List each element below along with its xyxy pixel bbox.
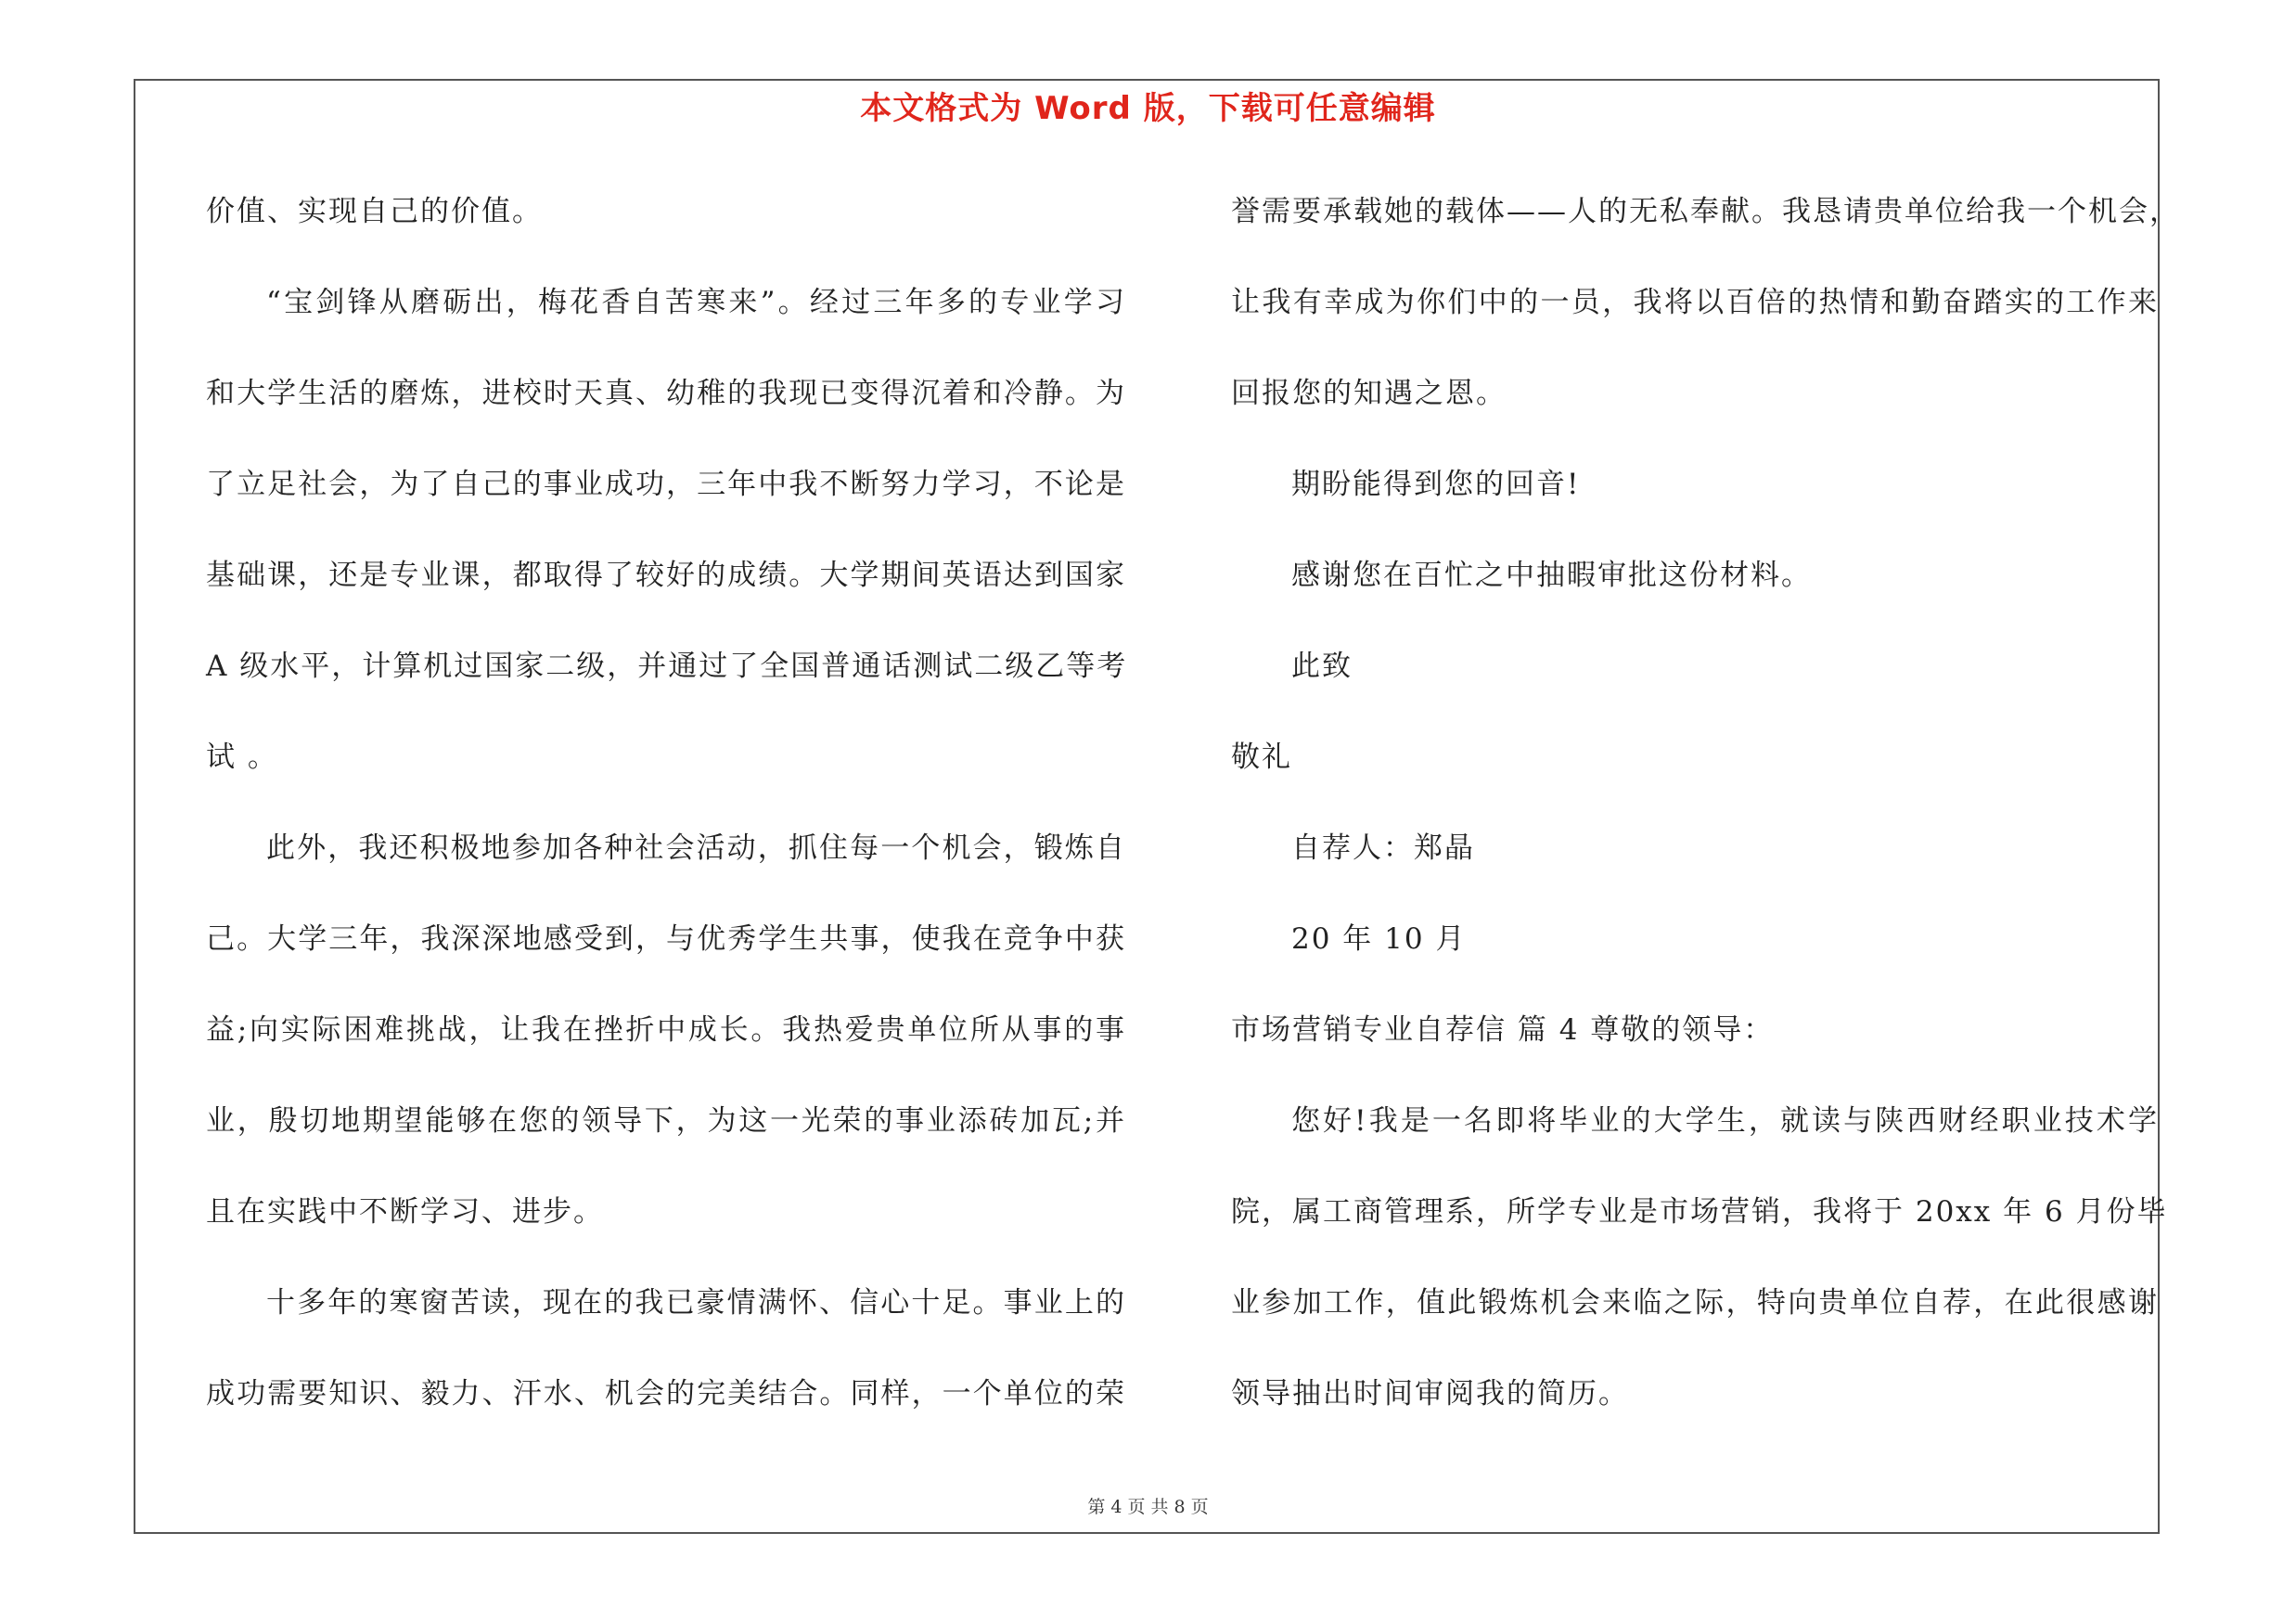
body-text-line: 价值、实现自己的价值。 xyxy=(206,195,543,228)
body-text-line: A 级水平，计算机过国家二级，并通过了全国普通话测试二级乙等考 xyxy=(206,650,1128,683)
page-number-footer: 第 4 页 共 8 页 xyxy=(1087,1497,1209,1517)
body-text-line: 期盼能得到您的回音! xyxy=(1291,468,1581,501)
body-text-line: 领导抽出时间审阅我的简历。 xyxy=(1231,1377,1629,1410)
section-heading: 市场营销专业自荐信 篇 4 尊敬的领导： xyxy=(1231,1013,1775,1047)
body-text-line: “宝剑锋从磨砺出，梅花香自苦寒来”。经过三年多的专业学习 xyxy=(266,286,1126,319)
date-line: 20 年 10 月 xyxy=(1291,922,1467,956)
body-text-line: 业，殷切地期望能够在您的领导下，为这一光荣的事业添砖加瓦;并 xyxy=(206,1104,1126,1138)
body-text-line: 益;向实际困难挑战，让我在挫折中成长。我热爱贵单位所从事的事 xyxy=(206,1013,1126,1047)
body-text-line: 此外，我还积极地参加各种社会活动，抓住每一个机会，锻炼自 xyxy=(266,831,1126,865)
body-text-line: 成功需要知识、毅力、汗水、机会的完美结合。同样，一个单位的荣 xyxy=(206,1377,1126,1410)
body-text-line: 院，属工商管理系，所学专业是市场营销，我将于 20xx 年 6 月份毕 xyxy=(1231,1195,2168,1229)
closing-salutation: 此致 xyxy=(1291,650,1353,683)
body-text-line: 试 。 xyxy=(206,741,278,774)
left-text-column xyxy=(206,184,1126,1457)
body-text-line: 让我有幸成为你们中的一员，我将以百倍的热情和勤奋踏实的工作来 xyxy=(1231,286,2159,319)
body-text-line: 和大学生活的磨炼，进校时天真、幼稚的我现已变得沉着和冷静。为 xyxy=(206,377,1126,410)
body-text-line: 誉需要承载她的载体——人的无私奉献。我恳请贵单位给我一个机会， xyxy=(1231,195,2180,228)
body-text-line: 且在实践中不断学习、进步。 xyxy=(206,1195,604,1229)
body-text-line: 您好!我是一名即将毕业的大学生，就读与陕西财经职业技术学 xyxy=(1291,1104,2159,1138)
closing-salutation: 敬礼 xyxy=(1231,741,1292,774)
body-text-line: 回报您的知遇之恩。 xyxy=(1231,377,1507,410)
body-text-line: 基础课，还是专业课，都取得了较好的成绩。大学期间英语达到国家 xyxy=(206,559,1126,592)
body-text-line: 十多年的寒窗苦读，现在的我已豪情满怀、信心十足。事业上的 xyxy=(266,1286,1126,1320)
signature-line: 自荐人：郑晶 xyxy=(1291,831,1475,865)
body-text-line: 己。大学三年，我深深地感受到，与优秀学生共事，使我在竞争中获 xyxy=(206,922,1126,956)
body-text-line: 了立足社会，为了自己的事业成功，三年中我不断努力学习，不论是 xyxy=(206,468,1126,501)
format-notice-banner: 本文格式为 Word 版，下载可任意编辑 xyxy=(860,90,1436,127)
body-text-line: 感谢您在百忙之中抽暇审批这份材料。 xyxy=(1291,559,1812,592)
right-text-column xyxy=(1231,184,2180,1457)
body-text-line: 业参加工作，值此锻炼机会来临之际，特向贵单位自荐，在此很感谢 xyxy=(1231,1286,2159,1320)
